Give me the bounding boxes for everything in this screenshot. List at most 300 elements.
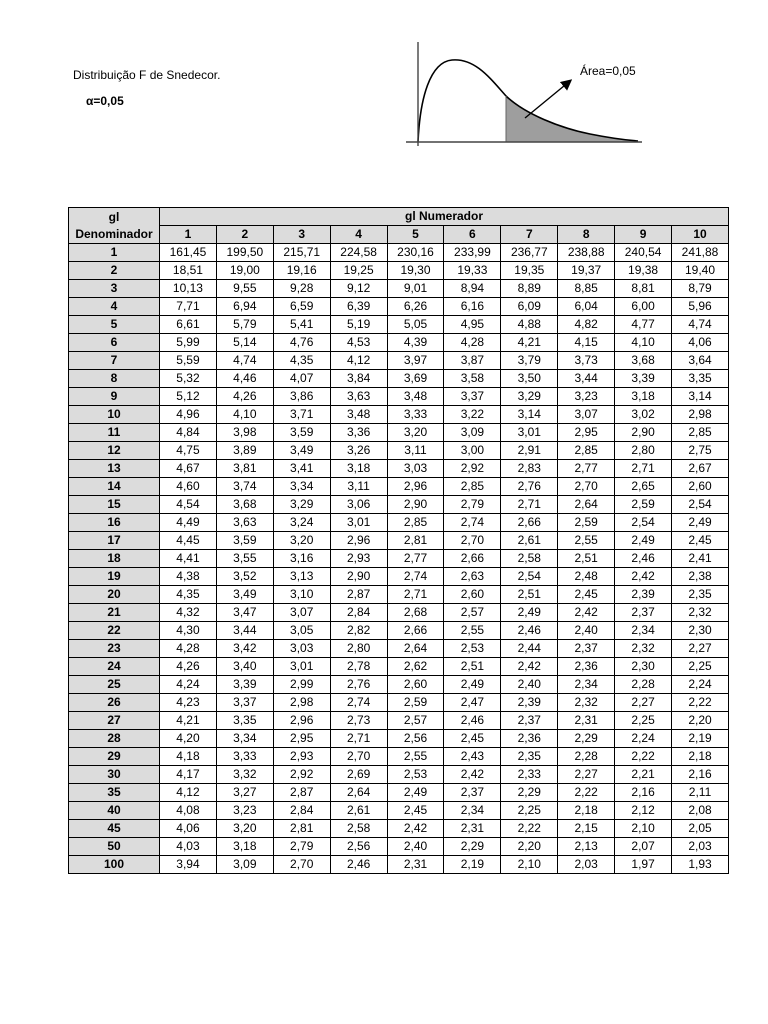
critical-value-cell: 4,53 (330, 334, 387, 352)
critical-value-cell: 4,10 (216, 406, 273, 424)
critical-value-cell: 2,60 (672, 478, 729, 496)
critical-value-cell: 2,38 (672, 568, 729, 586)
critical-value-cell: 5,32 (160, 370, 217, 388)
denominator-df-cell: 3 (69, 280, 160, 298)
area-arrow (525, 81, 570, 118)
table-row (69, 838, 729, 856)
critical-value-cell: 3,87 (444, 352, 501, 370)
table-row (69, 784, 729, 802)
table-row (69, 334, 729, 352)
critical-value-cell: 2,37 (558, 640, 615, 658)
critical-value-cell: 2,98 (672, 406, 729, 424)
critical-value-cell: 2,56 (330, 838, 387, 856)
critical-value-cell: 2,98 (273, 694, 330, 712)
table-row (69, 820, 729, 838)
alpha-level: α=0,05 (86, 94, 124, 108)
critical-value-cell: 19,25 (330, 262, 387, 280)
critical-value-cell: 2,84 (273, 802, 330, 820)
critical-value-cell: 4,35 (273, 352, 330, 370)
critical-value-cell: 238,88 (558, 244, 615, 262)
critical-value-cell: 2,31 (444, 820, 501, 838)
critical-value-cell: 2,71 (615, 460, 672, 478)
critical-value-cell: 3,94 (160, 856, 217, 874)
critical-value-cell: 2,54 (615, 514, 672, 532)
critical-value-cell: 3,55 (216, 550, 273, 568)
critical-value-cell: 2,80 (615, 442, 672, 460)
denominator-df-cell: 22 (69, 622, 160, 640)
critical-value-cell: 6,39 (330, 298, 387, 316)
critical-value-cell: 2,66 (501, 514, 558, 532)
table-row (69, 622, 729, 640)
numerator-df-column-header: 5 (387, 226, 444, 244)
critical-value-cell: 2,62 (387, 658, 444, 676)
critical-value-cell: 2,75 (672, 442, 729, 460)
table-row (69, 550, 729, 568)
critical-value-cell: 240,54 (615, 244, 672, 262)
critical-value-cell: 3,59 (216, 532, 273, 550)
critical-value-cell: 1,97 (615, 856, 672, 874)
critical-value-cell: 2,03 (558, 856, 615, 874)
critical-value-cell: 3,63 (330, 388, 387, 406)
denominator-df-cell: 6 (69, 334, 160, 352)
critical-value-cell: 3,05 (273, 622, 330, 640)
critical-value-cell: 2,82 (330, 622, 387, 640)
critical-value-cell: 2,39 (615, 586, 672, 604)
critical-value-cell: 2,61 (330, 802, 387, 820)
critical-value-cell: 4,21 (160, 712, 217, 730)
critical-value-cell: 2,56 (387, 730, 444, 748)
critical-value-cell: 4,96 (160, 406, 217, 424)
critical-value-cell: 2,54 (672, 496, 729, 514)
critical-value-cell: 2,55 (558, 532, 615, 550)
table-row (69, 424, 729, 442)
critical-value-cell: 2,71 (501, 496, 558, 514)
critical-value-cell: 3,07 (273, 604, 330, 622)
critical-value-cell: 19,00 (216, 262, 273, 280)
table-row (69, 640, 729, 658)
critical-value-cell: 5,41 (273, 316, 330, 334)
critical-value-cell: 3,49 (216, 586, 273, 604)
critical-value-cell: 2,63 (444, 568, 501, 586)
critical-value-cell: 241,88 (672, 244, 729, 262)
table-row (69, 694, 729, 712)
critical-value-cell: 4,74 (672, 316, 729, 334)
critical-value-cell: 3,27 (216, 784, 273, 802)
critical-value-cell: 2,42 (615, 568, 672, 586)
critical-value-cell: 2,03 (672, 838, 729, 856)
critical-value-cell: 6,61 (160, 316, 217, 334)
critical-value-cell: 2,58 (501, 550, 558, 568)
critical-value-cell: 2,90 (387, 496, 444, 514)
critical-value-cell: 2,27 (672, 640, 729, 658)
denominator-df-cell: 15 (69, 496, 160, 514)
table-row (69, 514, 729, 532)
denominator-df-cell: 20 (69, 586, 160, 604)
table-row (69, 604, 729, 622)
table-row (69, 388, 729, 406)
critical-value-cell: 4,88 (501, 316, 558, 334)
f-critical-values-table (68, 207, 729, 874)
critical-value-cell: 4,07 (273, 370, 330, 388)
critical-value-cell: 2,64 (330, 784, 387, 802)
critical-value-cell: 2,70 (273, 856, 330, 874)
denominator-df-cell: 29 (69, 748, 160, 766)
critical-value-cell: 1,93 (672, 856, 729, 874)
critical-value-cell: 3,00 (444, 442, 501, 460)
denominator-header-line2: Denominador (75, 226, 153, 241)
critical-value-cell: 2,20 (501, 838, 558, 856)
critical-value-cell: 3,01 (273, 658, 330, 676)
critical-value-cell: 4,82 (558, 316, 615, 334)
critical-value-cell: 2,96 (273, 712, 330, 730)
critical-value-cell: 4,06 (160, 820, 217, 838)
critical-value-cell: 2,79 (444, 496, 501, 514)
critical-value-cell: 2,58 (330, 820, 387, 838)
critical-value-cell: 2,85 (558, 442, 615, 460)
table-row (69, 658, 729, 676)
table-row (69, 766, 729, 784)
table-row (69, 406, 729, 424)
critical-value-cell: 3,40 (216, 658, 273, 676)
critical-value-cell: 2,73 (330, 712, 387, 730)
critical-value-cell: 4,30 (160, 622, 217, 640)
critical-value-cell: 3,16 (273, 550, 330, 568)
critical-value-cell: 2,79 (273, 838, 330, 856)
denominator-df-cell: 12 (69, 442, 160, 460)
critical-value-cell: 3,49 (273, 442, 330, 460)
table-row (69, 802, 729, 820)
denominator-df-cell: 1 (69, 244, 160, 262)
critical-value-cell: 3,03 (387, 460, 444, 478)
critical-value-cell: 4,35 (160, 586, 217, 604)
table-row (69, 262, 729, 280)
numerator-df-column-header: 7 (501, 226, 558, 244)
table-row (69, 316, 729, 334)
critical-value-cell: 2,37 (615, 604, 672, 622)
critical-value-cell: 3,98 (216, 424, 273, 442)
table-row (69, 442, 729, 460)
denominator-df-cell: 2 (69, 262, 160, 280)
critical-value-cell: 3,42 (216, 640, 273, 658)
critical-value-cell: 2,45 (387, 802, 444, 820)
critical-value-cell: 3,18 (615, 388, 672, 406)
critical-value-cell: 4,23 (160, 694, 217, 712)
critical-value-cell: 6,09 (501, 298, 558, 316)
critical-value-cell: 6,00 (615, 298, 672, 316)
critical-value-cell: 2,85 (444, 478, 501, 496)
critical-value-cell: 3,68 (615, 352, 672, 370)
denominator-df-cell: 35 (69, 784, 160, 802)
critical-value-cell: 3,14 (501, 406, 558, 424)
critical-value-cell: 9,01 (387, 280, 444, 298)
critical-value-cell: 3,81 (216, 460, 273, 478)
numerator-df-column-header: 1 (160, 226, 217, 244)
page-title: Distribuição F de Snedecor. (73, 68, 221, 82)
shaded-tail-area (506, 96, 638, 142)
critical-value-cell: 2,49 (615, 532, 672, 550)
critical-value-cell: 2,70 (330, 748, 387, 766)
critical-value-cell: 3,06 (330, 496, 387, 514)
critical-value-cell: 2,29 (558, 730, 615, 748)
denominator-df-cell: 16 (69, 514, 160, 532)
table-row (69, 298, 729, 316)
critical-value-cell: 236,77 (501, 244, 558, 262)
numerator-df-column-header: 4 (330, 226, 387, 244)
critical-value-cell: 2,35 (672, 586, 729, 604)
critical-value-cell: 3,09 (444, 424, 501, 442)
critical-value-cell: 3,09 (216, 856, 273, 874)
critical-value-cell: 2,60 (387, 676, 444, 694)
critical-value-cell: 2,95 (558, 424, 615, 442)
table-row (69, 856, 729, 874)
critical-value-cell: 2,31 (387, 856, 444, 874)
table-row (69, 568, 729, 586)
critical-value-cell: 4,06 (672, 334, 729, 352)
critical-value-cell: 2,90 (615, 424, 672, 442)
critical-value-cell: 2,66 (444, 550, 501, 568)
critical-value-cell: 4,76 (273, 334, 330, 352)
critical-value-cell: 7,71 (160, 298, 217, 316)
critical-value-cell: 3,01 (501, 424, 558, 442)
critical-value-cell: 3,35 (672, 370, 729, 388)
critical-value-cell: 2,28 (558, 748, 615, 766)
critical-value-cell: 2,30 (672, 622, 729, 640)
critical-value-cell: 2,46 (615, 550, 672, 568)
critical-value-cell: 2,61 (501, 532, 558, 550)
critical-value-cell: 2,95 (273, 730, 330, 748)
critical-value-cell: 4,28 (444, 334, 501, 352)
critical-value-cell: 4,21 (501, 334, 558, 352)
critical-value-cell: 2,45 (444, 730, 501, 748)
critical-value-cell: 3,74 (216, 478, 273, 496)
critical-value-cell: 3,10 (273, 586, 330, 604)
critical-value-cell: 2,76 (330, 676, 387, 694)
denominator-df-cell: 45 (69, 820, 160, 838)
critical-value-cell: 3,01 (330, 514, 387, 532)
critical-value-cell: 2,08 (672, 802, 729, 820)
critical-value-cell: 4,18 (160, 748, 217, 766)
critical-value-cell: 2,32 (615, 640, 672, 658)
critical-value-cell: 3,03 (273, 640, 330, 658)
critical-value-cell: 3,20 (273, 532, 330, 550)
critical-value-cell: 3,02 (615, 406, 672, 424)
critical-value-cell: 2,99 (273, 676, 330, 694)
denominator-df-cell: 25 (69, 676, 160, 694)
critical-value-cell: 2,83 (501, 460, 558, 478)
critical-value-cell: 3,26 (330, 442, 387, 460)
critical-value-cell: 2,42 (558, 604, 615, 622)
critical-value-cell: 3,44 (216, 622, 273, 640)
critical-value-cell: 199,50 (216, 244, 273, 262)
critical-value-cell: 18,51 (160, 262, 217, 280)
critical-value-cell: 2,92 (273, 766, 330, 784)
critical-value-cell: 161,45 (160, 244, 217, 262)
critical-value-cell: 19,30 (387, 262, 444, 280)
critical-value-cell: 5,19 (330, 316, 387, 334)
critical-value-cell: 2,19 (672, 730, 729, 748)
critical-value-cell: 9,28 (273, 280, 330, 298)
critical-value-cell: 3,68 (216, 496, 273, 514)
table-body (69, 244, 729, 874)
critical-value-cell: 2,77 (387, 550, 444, 568)
denominator-df-cell: 27 (69, 712, 160, 730)
denominator-df-header (69, 208, 160, 244)
critical-value-cell: 2,46 (501, 622, 558, 640)
critical-value-cell: 2,64 (558, 496, 615, 514)
critical-value-cell: 2,66 (387, 622, 444, 640)
critical-value-cell: 3,59 (273, 424, 330, 442)
critical-value-cell: 5,14 (216, 334, 273, 352)
table-row (69, 676, 729, 694)
critical-value-cell: 2,16 (672, 766, 729, 784)
table-row (69, 712, 729, 730)
critical-value-cell: 3,69 (387, 370, 444, 388)
critical-value-cell: 3,37 (216, 694, 273, 712)
header-row-columns (69, 226, 729, 244)
critical-value-cell: 4,41 (160, 550, 217, 568)
f-distribution-curve-figure (400, 38, 650, 152)
critical-value-cell: 2,20 (672, 712, 729, 730)
critical-value-cell: 2,19 (444, 856, 501, 874)
critical-value-cell: 3,79 (501, 352, 558, 370)
numerator-df-column-header: 9 (615, 226, 672, 244)
critical-value-cell: 6,94 (216, 298, 273, 316)
critical-value-cell: 6,16 (444, 298, 501, 316)
table-row (69, 280, 729, 298)
denominator-df-cell: 18 (69, 550, 160, 568)
critical-value-cell: 2,18 (672, 748, 729, 766)
critical-value-cell: 2,42 (501, 658, 558, 676)
denominator-df-cell: 21 (69, 604, 160, 622)
critical-value-cell: 2,65 (615, 478, 672, 496)
table-row (69, 748, 729, 766)
critical-value-cell: 230,16 (387, 244, 444, 262)
critical-value-cell: 2,51 (558, 550, 615, 568)
critical-value-cell: 4,77 (615, 316, 672, 334)
critical-value-cell: 2,25 (501, 802, 558, 820)
denominator-df-cell: 9 (69, 388, 160, 406)
critical-value-cell: 3,63 (216, 514, 273, 532)
critical-value-cell: 4,08 (160, 802, 217, 820)
critical-value-cell: 2,76 (501, 478, 558, 496)
critical-value-cell: 2,24 (672, 676, 729, 694)
critical-value-cell: 4,46 (216, 370, 273, 388)
table-row (69, 532, 729, 550)
critical-value-cell: 2,74 (330, 694, 387, 712)
critical-value-cell: 4,39 (387, 334, 444, 352)
critical-value-cell: 2,33 (501, 766, 558, 784)
critical-value-cell: 2,05 (672, 820, 729, 838)
critical-value-cell: 2,59 (615, 496, 672, 514)
numerator-df-column-header: 3 (273, 226, 330, 244)
denominator-df-cell: 8 (69, 370, 160, 388)
critical-value-cell: 2,49 (444, 676, 501, 694)
critical-value-cell: 4,15 (558, 334, 615, 352)
critical-value-cell: 4,45 (160, 532, 217, 550)
critical-value-cell: 2,87 (330, 586, 387, 604)
critical-value-cell: 4,60 (160, 478, 217, 496)
critical-value-cell: 4,74 (216, 352, 273, 370)
numerator-df-column-header: 10 (672, 226, 729, 244)
critical-value-cell: 3,35 (216, 712, 273, 730)
critical-value-cell: 2,41 (672, 550, 729, 568)
denominator-df-cell: 30 (69, 766, 160, 784)
critical-value-cell: 3,36 (330, 424, 387, 442)
critical-value-cell: 2,48 (558, 568, 615, 586)
critical-value-cell: 2,91 (501, 442, 558, 460)
table-row (69, 352, 729, 370)
critical-value-cell: 4,10 (615, 334, 672, 352)
critical-value-cell: 3,44 (558, 370, 615, 388)
critical-value-cell: 2,60 (444, 586, 501, 604)
critical-value-cell: 2,22 (615, 748, 672, 766)
critical-value-cell: 2,07 (615, 838, 672, 856)
critical-value-cell: 4,38 (160, 568, 217, 586)
critical-value-cell: 2,31 (558, 712, 615, 730)
critical-value-cell: 19,37 (558, 262, 615, 280)
critical-value-cell: 3,23 (558, 388, 615, 406)
numerator-df-column-header: 8 (558, 226, 615, 244)
critical-value-cell: 4,26 (216, 388, 273, 406)
critical-value-cell: 3,29 (273, 496, 330, 514)
critical-value-cell: 2,35 (501, 748, 558, 766)
critical-value-cell: 3,52 (216, 568, 273, 586)
critical-value-cell: 2,55 (444, 622, 501, 640)
critical-value-cell: 2,69 (330, 766, 387, 784)
critical-value-cell: 4,28 (160, 640, 217, 658)
critical-value-cell: 6,04 (558, 298, 615, 316)
critical-value-cell: 2,47 (444, 694, 501, 712)
critical-value-cell: 2,43 (444, 748, 501, 766)
critical-value-cell: 2,70 (444, 532, 501, 550)
critical-value-cell: 215,71 (273, 244, 330, 262)
critical-value-cell: 2,74 (444, 514, 501, 532)
denominator-df-cell: 11 (69, 424, 160, 442)
critical-value-cell: 4,32 (160, 604, 217, 622)
critical-value-cell: 4,49 (160, 514, 217, 532)
critical-value-cell: 4,03 (160, 838, 217, 856)
critical-value-cell: 233,99 (444, 244, 501, 262)
critical-value-cell: 4,95 (444, 316, 501, 334)
critical-value-cell: 3,32 (216, 766, 273, 784)
table-row (69, 586, 729, 604)
critical-value-cell: 2,71 (387, 586, 444, 604)
critical-value-cell: 2,40 (558, 622, 615, 640)
critical-value-cell: 3,97 (387, 352, 444, 370)
critical-value-cell: 2,39 (501, 694, 558, 712)
critical-value-cell: 19,38 (615, 262, 672, 280)
denominator-df-cell: 5 (69, 316, 160, 334)
critical-value-cell: 2,15 (558, 820, 615, 838)
critical-value-cell: 2,45 (672, 532, 729, 550)
table-row (69, 460, 729, 478)
critical-value-cell: 2,96 (387, 478, 444, 496)
denominator-df-cell: 19 (69, 568, 160, 586)
critical-value-cell: 2,36 (558, 658, 615, 676)
critical-value-cell: 4,26 (160, 658, 217, 676)
critical-value-cell: 2,28 (615, 676, 672, 694)
critical-value-cell: 3,73 (558, 352, 615, 370)
critical-value-cell: 6,26 (387, 298, 444, 316)
critical-value-cell: 2,27 (615, 694, 672, 712)
critical-value-cell: 2,22 (672, 694, 729, 712)
critical-value-cell: 2,30 (615, 658, 672, 676)
header-row-numerator (69, 208, 729, 226)
critical-value-cell: 2,54 (501, 568, 558, 586)
critical-value-cell: 2,71 (330, 730, 387, 748)
critical-value-cell: 3,20 (387, 424, 444, 442)
critical-value-cell: 3,33 (216, 748, 273, 766)
